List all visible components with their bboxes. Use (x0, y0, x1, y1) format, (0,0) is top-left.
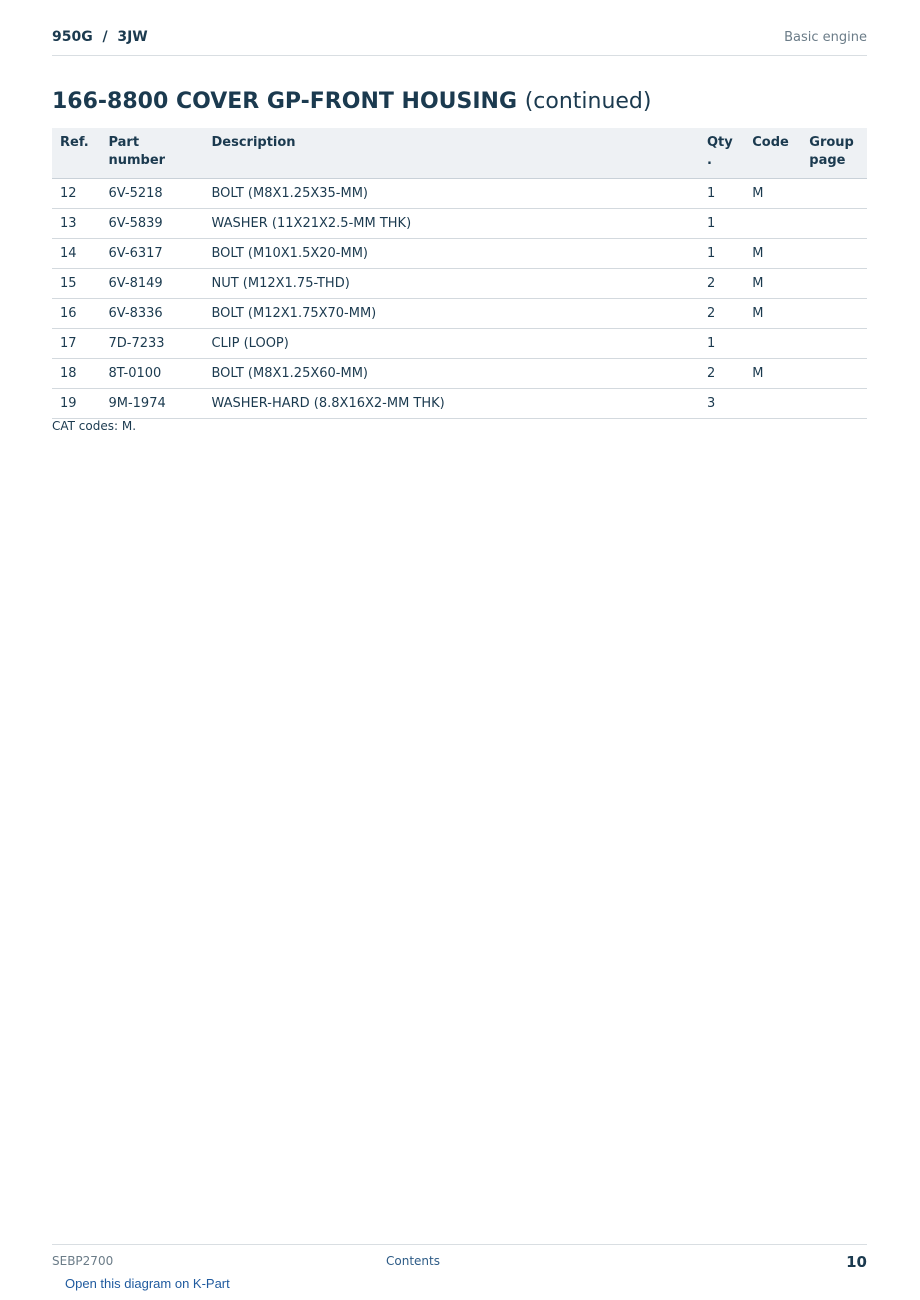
table-row (52, 299, 867, 329)
cell-group-page (801, 389, 867, 419)
cell-qty: 1 (699, 239, 744, 269)
cell-part-number: 6V-8149 (100, 269, 203, 299)
cell-code (744, 329, 801, 359)
cell-part-number: 6V-5839 (100, 209, 203, 239)
cell-description: BOLT (M10X1.5X20-MM) (203, 239, 699, 269)
cell-group-page (801, 329, 867, 359)
cell-group-page (801, 359, 867, 389)
table-row (52, 269, 867, 299)
table-row (52, 389, 867, 419)
cell-ref: 14 (52, 239, 100, 269)
kpart-link[interactable]: Open this diagram on K-Part (65, 1276, 230, 1291)
cell-qty: 2 (699, 359, 744, 389)
cell-description: BOLT (M12X1.75X70-MM) (203, 299, 699, 329)
document-number: SEBP2700 (52, 1254, 114, 1268)
cell-code (744, 389, 801, 419)
table-row (52, 329, 867, 359)
cell-qty: 2 (699, 269, 744, 299)
cell-code: M (744, 299, 801, 329)
title-main: 166-8800 COVER GP-FRONT HOUSING (52, 89, 518, 114)
table-row (52, 359, 867, 389)
cell-code: M (744, 269, 801, 299)
cell-qty: 1 (699, 179, 744, 209)
cell-code: M (744, 239, 801, 269)
column-header-group-page: Group page (801, 128, 867, 179)
cell-group-page (801, 239, 867, 269)
cell-ref: 19 (52, 389, 100, 419)
cell-ref: 17 (52, 329, 100, 359)
cell-part-number: 6V-5218 (100, 179, 203, 209)
column-header-qty: Qty . (699, 128, 744, 179)
cell-description: BOLT (M8X1.25X35-MM) (203, 179, 699, 209)
cell-qty: 1 (699, 209, 744, 239)
cell-ref: 16 (52, 299, 100, 329)
column-header-description: Description (203, 128, 699, 179)
cell-code: M (744, 359, 801, 389)
cell-ref: 18 (52, 359, 100, 389)
cell-group-page (801, 179, 867, 209)
contents-link[interactable]: Contents (386, 1254, 440, 1268)
cell-qty: 1 (699, 329, 744, 359)
cell-part-number: 7D-7233 (100, 329, 203, 359)
cell-part-number: 8T-0100 (100, 359, 203, 389)
page-footer (52, 1244, 867, 1271)
cell-part-number: 6V-8336 (100, 299, 203, 329)
column-header-part-number: Part number (100, 128, 203, 179)
cell-description: WASHER-HARD (8.8X16X2-MM THK) (203, 389, 699, 419)
page-header (52, 28, 867, 56)
cat-codes-note: CAT codes: M. (52, 419, 137, 433)
table-row (52, 179, 867, 209)
cell-part-number: 9M-1974 (100, 389, 203, 419)
table-header-row (52, 128, 867, 179)
cell-group-page (801, 299, 867, 329)
page-title (52, 89, 651, 114)
cell-ref: 13 (52, 209, 100, 239)
cell-qty: 2 (699, 299, 744, 329)
table-row (52, 209, 867, 239)
section-name: Basic engine (784, 30, 867, 45)
column-header-ref: Ref. (52, 128, 100, 179)
cell-group-page (801, 269, 867, 299)
cell-description: NUT (M12X1.75-THD) (203, 269, 699, 299)
cell-description: BOLT (M8X1.25X60-MM) (203, 359, 699, 389)
cell-qty: 3 (699, 389, 744, 419)
cell-part-number: 6V-6317 (100, 239, 203, 269)
cell-code: M (744, 179, 801, 209)
cell-ref: 12 (52, 179, 100, 209)
cell-ref: 15 (52, 269, 100, 299)
page-number: 10 (846, 1253, 867, 1271)
parts-table (52, 128, 867, 419)
table-row (52, 239, 867, 269)
machine-model: 950G / 3JW (52, 29, 148, 45)
cell-code (744, 209, 801, 239)
cell-description: WASHER (11X21X2.5-MM THK) (203, 209, 699, 239)
cell-description: CLIP (LOOP) (203, 329, 699, 359)
column-header-code: Code (744, 128, 801, 179)
cell-group-page (801, 209, 867, 239)
title-suffix: (continued) (524, 89, 652, 114)
